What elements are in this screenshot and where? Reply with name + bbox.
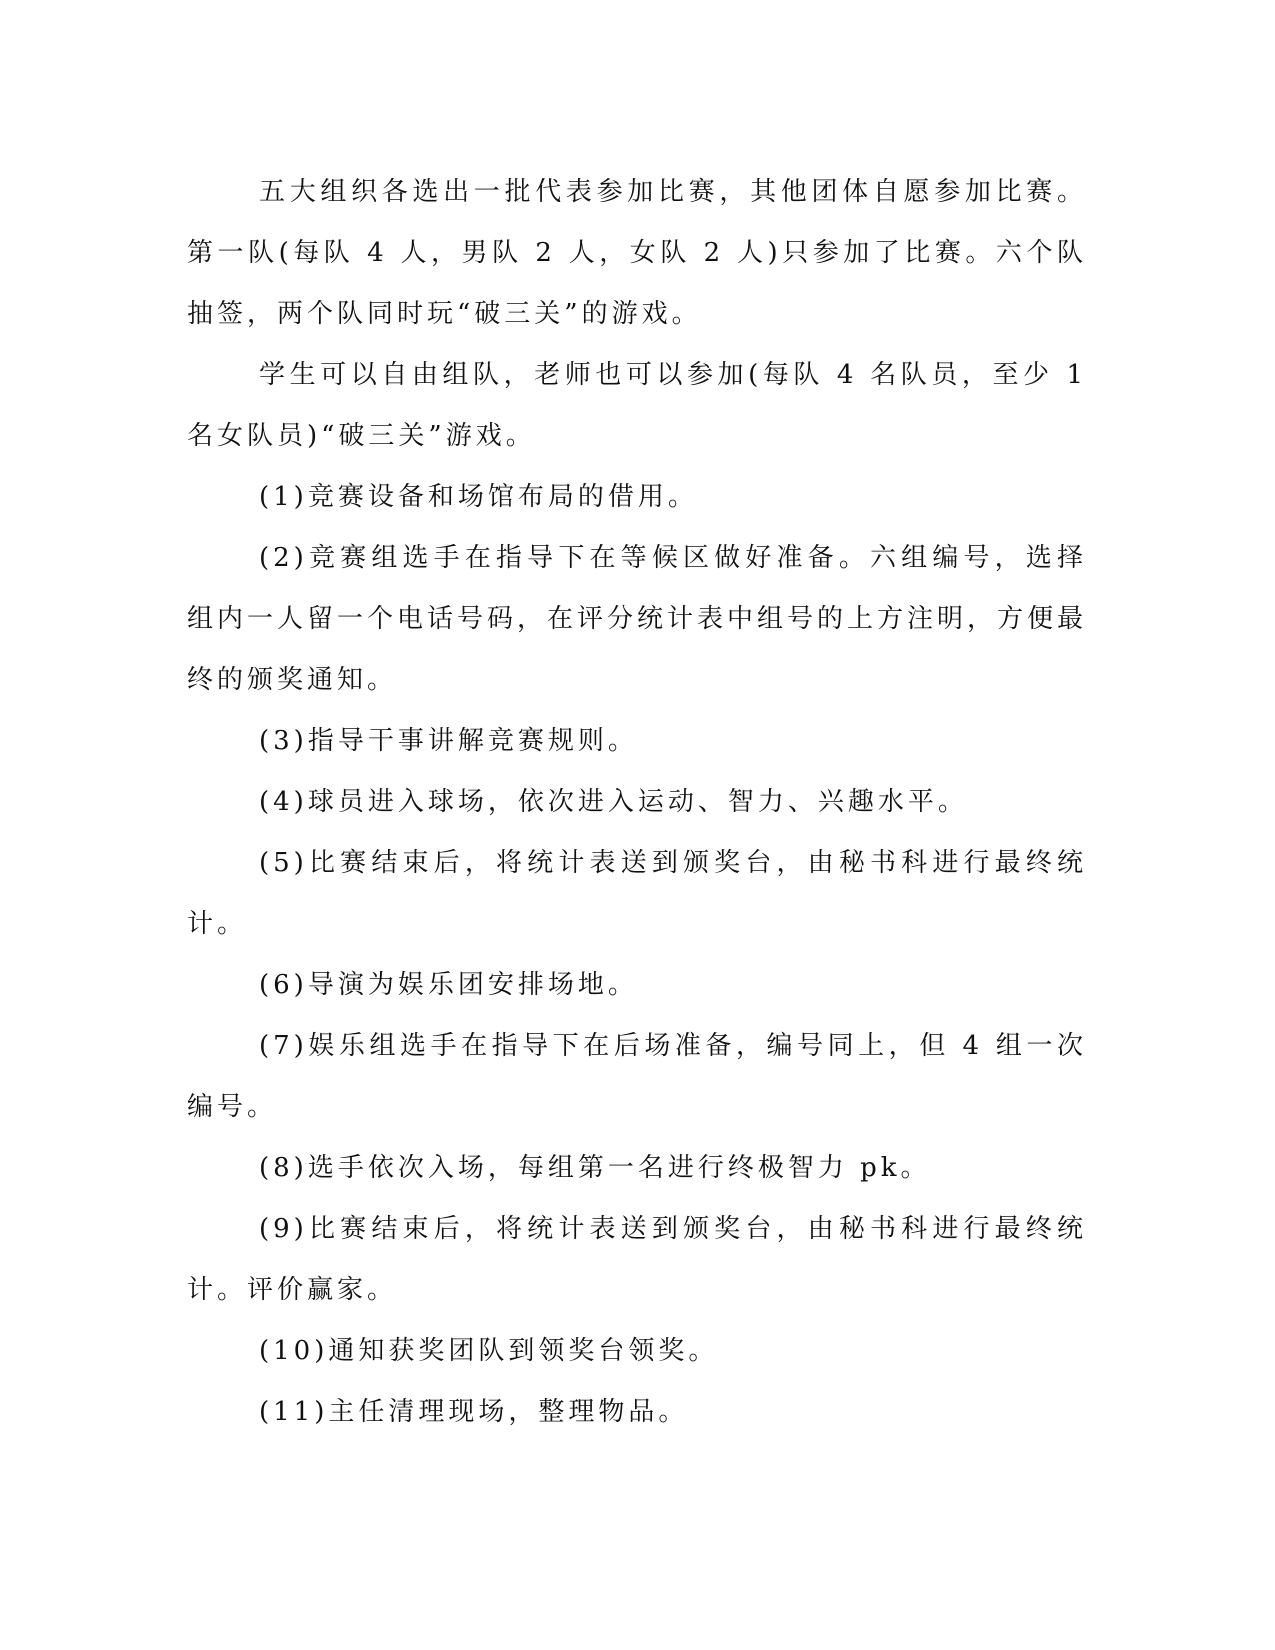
paragraph-step-1: (1)竞赛设备和场馆布局的借用。 [259,482,698,512]
paragraph-step-2: (2)竞赛组选手在指导下在等候区做好准备。六组编号，选择组内一人留一个电话号码，在评分统计表中组号的上方注明，方便最终的颁奖通知。 [187,543,1088,695]
paragraph-step-9: (9)比赛结束后，将统计表送到颁奖台，由秘书科进行最终统计。评价赢家。 [187,1214,1087,1305]
paragraph-step-10: (10)通知获奖团队到领奖台领奖。 [259,1336,719,1366]
paragraph-step-5: (5)比赛结束后，将统计表送到颁奖台，由秘书科进行最终统计。 [187,848,1087,939]
paragraph-step-8: (8)选手依次入场，每组第一名进行终极智力 pk。 [259,1153,931,1183]
paragraph-step-6: (6)导演为娱乐团安排场地。 [259,970,638,1000]
paragraph-step-3: (3)指导干事讲解竞赛规则。 [259,726,638,756]
paragraph-step-4: (4)球员进入球场，依次进入运动、智力、兴趣水平。 [259,787,968,817]
paragraph-step-7: (7)娱乐组选手在指导下在后场准备，编号同上，但 4 组一次编号。 [187,1031,1087,1122]
document-body [187,162,1087,1443]
paragraph-teams-selection: 五大组织各选出一批代表参加比赛，其他团体自愿参加比赛。第一队(每队 4 人，男队 2 人，女队 2 人)只参加了比赛。六个队抽签，两个队同时玩“破三关”的游戏。 [187,177,1087,329]
paragraph-step-11: (11)主任清理现场，整理物品。 [259,1397,689,1427]
paragraph-student-teams: 学生可以自由组队，老师也可以参加(每队 4 名队员，至少 1 名女队员)“破三关”游戏。 [187,360,1087,451]
